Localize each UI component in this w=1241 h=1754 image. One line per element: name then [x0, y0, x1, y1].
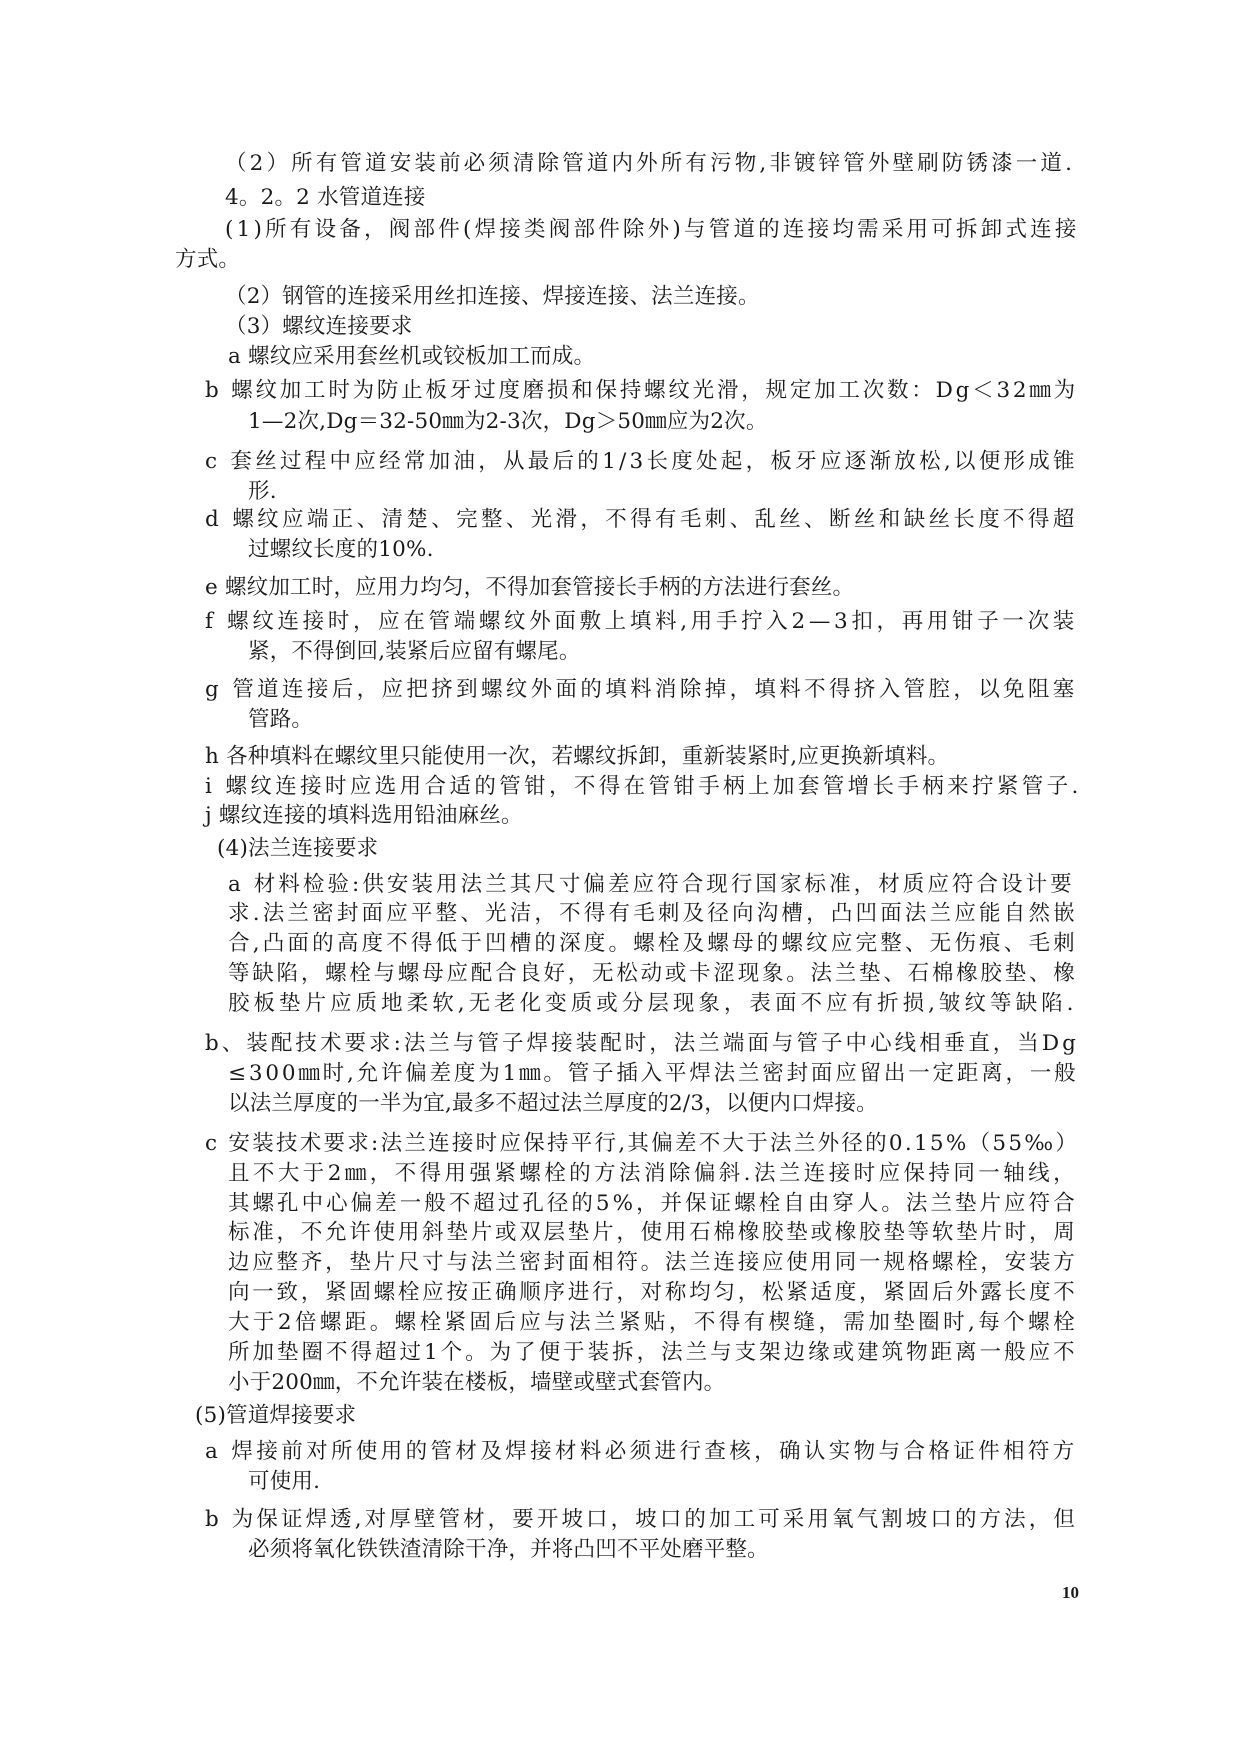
text-line: b、装配技术要求:法兰与管子焊接装配时，法兰端面与管子中心线相垂直，当Dg [205, 1031, 1079, 1056]
text-line: 管路。 [248, 707, 314, 732]
text-line: 1—2次,Dg＝32-50㎜为2-3次，Dg＞50㎜应为2次。 [248, 409, 768, 434]
text-line: b 螺纹加工时为防止板牙过度磨损和保持螺纹光滑，规定加工次数：Dg＜32㎜为 [205, 378, 1078, 403]
text-line: 紧，不得倒回,装紧后应留有螺尾。 [248, 639, 581, 664]
text-line: 等缺陷，螺栓与螺母应配合良好，无松动或卡涩现象。法兰垫、石棉橡胶垫、橡 [228, 961, 1078, 986]
text-line: 且不大于2㎜，不得用强紧螺栓的方法消除偏斜.法兰连接时应保持同一轴线， [228, 1161, 1079, 1186]
text-line: 合,凸面的高度不得低于凹槽的深度。螺栓及螺母的螺纹应完整、无伤痕、毛刺 [228, 931, 1078, 956]
text-line: （2）所有管道安装前必须清除管道内外所有污物,非镀锌管外壁刷防锈漆一道. [225, 151, 1076, 176]
text-line: a 材料检验:供安装用法兰其尺寸偏差应符合现行国家标准，材质应符合设计要 [228, 872, 1075, 897]
text-line: g 管道连接后，应把挤到螺纹外面的填料消除掉，填料不得挤入管腔，以免阻塞 [205, 677, 1078, 702]
text-line: i 螺纹连接时应选用合适的管钳，不得在管钳手柄上加套管增长手柄来拧紧管子. [205, 774, 1082, 799]
text-line: 形. [248, 479, 277, 504]
text-line: 小于200㎜，不允许装在楼板，墙壁或壁式套管内。 [228, 1370, 726, 1395]
text-line: c 套丝过程中应经常加油，从最后的1/3长度处起，板牙应逐渐放松,以便形成锥 [205, 449, 1078, 474]
text-line: (4)法兰连接要求 [217, 836, 379, 861]
text-line: 过螺纹长度的10%. [248, 537, 434, 562]
text-line: 大于2倍螺距。螺栓紧固后应与法兰紧贴，不得有楔缝，需加垫圈时,每个螺栓 [228, 1310, 1079, 1335]
text-line: c 安装技术要求:法兰连接时应保持平行,其偏差不大于法兰外径的0.15%（55‰） [205, 1131, 1080, 1156]
text-line: （2）钢管的连接采用丝扣连接、焊接连接、法兰连接。 [225, 284, 760, 309]
text-line: 求.法兰密封面应平整、光洁，不得有毛刺及径向沟槽，凸凹面法兰应能自然嵌 [228, 901, 1078, 926]
text-line: 4。2。2 水管道连接 [225, 185, 426, 210]
text-line: 向一致，紧固螺栓应按正确顺序进行，对称均匀，松紧适度，紧固后外露长度不 [228, 1280, 1078, 1305]
text-line: 其螺孔中心偏差一般不超过孔径的5%，并保证螺栓自由穿人。法兰垫片应符合 [228, 1191, 1078, 1216]
text-line: (5)管道焊接要求 [195, 1403, 357, 1428]
text-line: (1)所有设备，阀部件(焊接类阀部件除外)与管道的连接均需采用可拆卸式连接 [225, 217, 1080, 242]
text-line: j 螺纹连接的填料选用铅油麻丝。 [205, 803, 523, 828]
text-line: 可使用. [248, 1469, 321, 1494]
text-line: 必须将氧化铁铁渣清除干净，并将凸凹不平处磨平整。 [248, 1537, 769, 1562]
text-line: 方式。 [175, 247, 241, 272]
page-number: 10 [1062, 1583, 1079, 1602]
text-line: ≤300㎜时,允许偏差度为1㎜。管子插入平焊法兰密封面应留出一定距离，一般 [228, 1061, 1079, 1086]
text-line: 标准，不允许使用斜垫片或双层垫片，使用石棉橡胶垫或橡胶垫等软垫片时，周 [228, 1220, 1078, 1245]
text-line: 边应整齐，垫片尺寸与法兰密封面相符。法兰连接应使用同一规格螺栓，安装方 [228, 1250, 1078, 1275]
text-line: 胶板垫片应质地柔软,无老化变质或分层现象，表面不应有折损,皱纹等缺陷. [228, 991, 1078, 1016]
text-line: d 螺纹应端正、清楚、完整、光滑，不得有毛刺、乱丝、断丝和缺丝长度不得超 [205, 507, 1078, 532]
text-line: a 螺纹应采用套丝机或铰板加工而成。 [228, 344, 596, 369]
text-line: 所加垫圈不得超过1个。为了便于装拆，法兰与支架边缘或建筑物距离一般应不 [228, 1340, 1078, 1365]
text-line: f 螺纹连接时，应在管端螺纹外面敷上填料,用手拧入2—3扣，再用钳子一次装 [205, 609, 1078, 634]
text-line: （3）螺纹连接要求 [225, 314, 413, 339]
text-line: h 各种填料在螺纹里只能使用一次，若螺纹拆卸，重新装紧时,应更换新填料。 [205, 744, 950, 769]
text-line: 以法兰厚度的一半为宜,最多不超过法兰厚度的2/3，以便内口焊接。 [228, 1091, 878, 1116]
text-line: b 为保证焊透,对厚壁管材，要开坡口，坡口的加工可采用氧气割坡口的方法，但 [205, 1507, 1078, 1532]
text-line: e 螺纹加工时，应用力均匀，不得加套管接长手柄的方法进行套丝。 [205, 575, 855, 600]
text-line: a 焊接前对所使用的管材及焊接材料必须进行查核，确认实物与合格证件相符方 [205, 1439, 1078, 1464]
